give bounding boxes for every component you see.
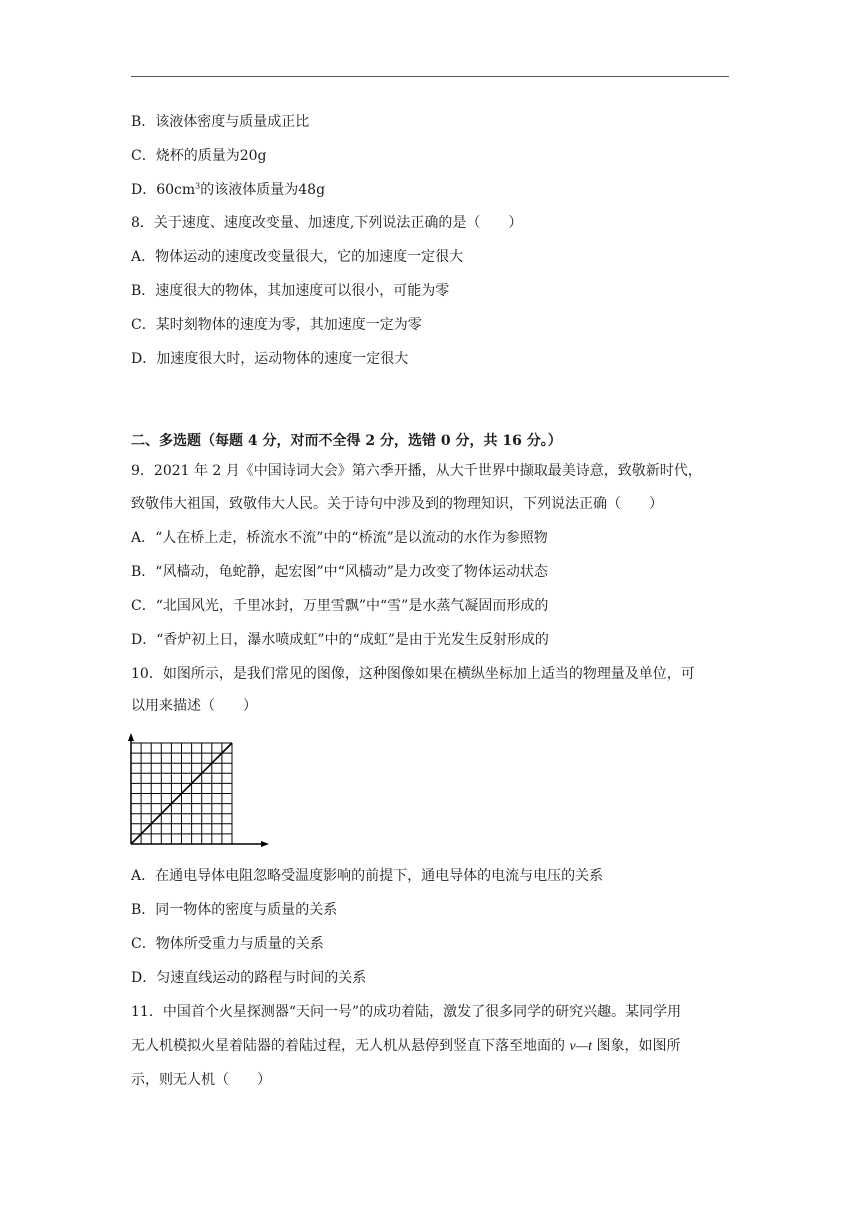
q9-option-b[interactable]: B．“风樯动，龟蛇静，起宏图”中“风樯动”是力改变了物体运动状态 <box>131 564 548 580</box>
section-heading: 二、多选题（每题 4 分，对而不全得 2 分，选错 0 分，共 16 分。） <box>131 433 562 449</box>
q11-vt-var: v—t <box>569 1039 593 1054</box>
q7-option-d-pre: D．60cm <box>131 182 196 198</box>
q11-stem-line2 <box>131 1036 680 1057</box>
q11-stem-line2-post: 图象，如图所 <box>592 1038 681 1054</box>
q9-stem-line1: 9．2021 年 2 月《中国诗词大会》第六季开播，从大千世界中撷取最美诗意，致敬新时代， <box>131 463 702 479</box>
q11-stem-line1: 11．中国首个火星探测器“天问一号”的成功着陆，激发了很多同学的研究兴趣。某同学用 <box>131 1004 682 1020</box>
q9-option-d[interactable]: D．“香炉初上日，瀑水喷成虹”中的“成虹”是由于光发生反射形成的 <box>131 632 549 648</box>
q10-grid-chart <box>124 732 274 850</box>
q10-option-d[interactable]: D．匀速直线运动的路程与时间的关系 <box>131 970 367 986</box>
q10-option-a[interactable]: A．在通电导体电阻忽略受温度影响的前提下，通电导体的电流与电压的关系 <box>131 868 604 884</box>
q8-option-d[interactable]: D．加速度很大时，运动物体的速度一定很大 <box>131 351 409 367</box>
header-rule <box>131 76 729 77</box>
q8-stem: 8．关于速度、速度改变量、加速度,下列说法正确的是（ ） <box>131 215 523 231</box>
q10-stem-line1: 10．如图所示，是我们常见的图像，这种图像如果在横纵坐标加上适当的物理量及单位，可 <box>131 666 695 682</box>
q11-stem-line3: 示，则无人机（ ） <box>131 1072 271 1088</box>
q7-option-c[interactable]: C．烧杯的质量为20g <box>131 148 267 164</box>
q10-stem-line2: 以用来描述（ ） <box>131 698 257 714</box>
x-axis-arrow <box>261 841 269 847</box>
q10-option-c[interactable]: C．物体所受重力与质量的关系 <box>131 936 324 952</box>
q9-option-c[interactable]: C．“北国风光，千里冰封，万里雪飘”中“雪”是水蒸气凝固而形成的 <box>131 598 549 614</box>
q8-option-b[interactable]: B．速度很大的物体，其加速度可以很小，可能为零 <box>131 283 450 299</box>
q8-option-a[interactable]: A．物体运动的速度改变量很大，它的加速度一定很大 <box>131 249 464 265</box>
q7-option-d[interactable] <box>131 180 325 200</box>
q7-option-d-post: 的该液体质量为48g <box>200 182 326 198</box>
q9-stem-line2: 致敬伟大祖国，致敬伟大人民。关于诗句中涉及到的物理知识，下列说法正确（ ） <box>131 496 663 512</box>
q7-option-d-sup: 3 <box>195 181 201 191</box>
q8-option-c[interactable]: C．某时刻物体的速度为零，其加速度一定为零 <box>131 317 422 333</box>
q7-option-b[interactable]: B．该液体密度与质量成正比 <box>131 114 310 130</box>
q9-option-a[interactable]: A．“人在桥上走，桥流水不流”中的“桥流”是以流动的水作为参照物 <box>131 530 548 546</box>
q10-option-b[interactable]: B．同一物体的密度与质量的关系 <box>131 902 338 918</box>
q11-stem-line2-pre: 无人机模拟火星着陆器的着陆过程，无人机从悬停到竖直下落至地面的 <box>131 1038 570 1054</box>
y-axis-arrow <box>128 733 134 741</box>
